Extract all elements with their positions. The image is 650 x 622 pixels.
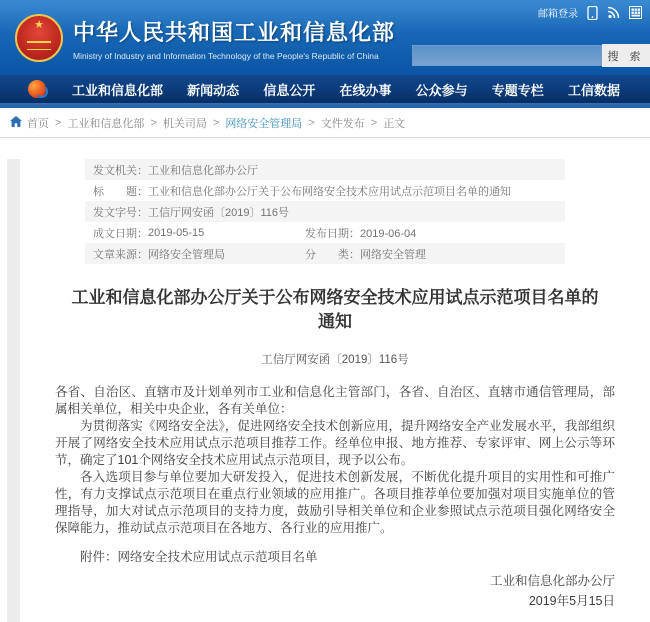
- meta-row-source-category: 文章来源： 网络安全管理局 分 类：网络安全管理: [85, 243, 565, 264]
- signature-block: [20, 571, 615, 611]
- breadcrumb: 首页 > 工业和信息化部 > 机关司局 > 网络安全管理局 > 文件发布 > 正文: [0, 108, 650, 138]
- paragraph-recipients: 各省、自治区、直辖市及计划单列市工业和信息化主管部门，各省、自治区、直辖市通信管理局，部属相关单位，相关中央企业，各有关单位：: [55, 385, 615, 416]
- miit-gear-logo-icon: [28, 80, 46, 98]
- searchbar: [412, 44, 650, 67]
- nav-item-info-disclosure[interactable]: 信息公开: [263, 82, 316, 98]
- breadcrumb-home[interactable]: 首页: [27, 117, 49, 130]
- site-banner: [0, 0, 650, 75]
- paragraph-background: 为贯彻落实《网络安全法》，促进网络安全技术创新应用，提升网络安全产业发展水平，我部组织开展了网络安全技术应用试点示范项目推荐工作。经单位申报、地方推荐、专家评审、网上公示等环节，确定了101个网络安全技术应用试点示范项目，现予以公布。: [55, 419, 615, 467]
- nav-item-miit[interactable]: 工业和信息化部: [72, 82, 164, 98]
- nav-item-special-columns[interactable]: 专题专栏: [491, 82, 544, 98]
- site-title: 中华人民共和国工业和信息化部: [73, 19, 396, 45]
- site-subtitle: Ministry of Industry and Information Technology of the People's Republic of China: [73, 50, 379, 61]
- rss-icon[interactable]: [607, 6, 620, 19]
- nav-item-miit-data[interactable]: 工信数据: [567, 82, 620, 98]
- document-meta-table: [85, 159, 565, 264]
- meta-row-title: 标 题： 工业和信息化部办公厅关于公布网络安全技术应用试点示范项目名单的通知: [93, 185, 511, 198]
- main-area: [0, 159, 650, 622]
- signature-org: 工业和信息化部办公厅: [489, 574, 615, 588]
- breadcrumb-miit[interactable]: 工业和信息化部: [67, 117, 145, 130]
- search-button[interactable]: 搜 索: [602, 44, 650, 67]
- article-title: 工业和信息化部办公厅关于公布网络安全技术应用试点示范项目名单的通知: [71, 288, 599, 331]
- national-emblem-logo: ★: [15, 14, 63, 62]
- meta-row-doc-number: 发文字号： 工信厅网安函〔2019〕116号: [85, 201, 565, 222]
- attachment-line: 附件：网络安全技术应用试点示范项目名单: [80, 550, 318, 564]
- breadcrumb-cybersecurity-bureau[interactable]: 网络安全管理局: [225, 117, 303, 130]
- nav-item-online-service[interactable]: 在线办事: [339, 82, 392, 98]
- main-nav: [0, 75, 650, 103]
- left-gray-strip: [7, 159, 20, 622]
- breadcrumb-current-article: 正文: [383, 117, 406, 130]
- mail-login-link[interactable]: 邮箱登录: [538, 9, 578, 20]
- breadcrumb-bureaus[interactable]: 机关司局: [162, 117, 207, 130]
- nav-item-news[interactable]: 新闻动态: [187, 82, 240, 98]
- search-input[interactable]: [412, 45, 602, 66]
- article-body: [55, 384, 615, 537]
- grid-icon[interactable]: [629, 6, 642, 19]
- signature-date: 2019年5月15日: [528, 594, 615, 608]
- topbar: [538, 5, 642, 20]
- meta-row-dates: 成文日期： 2019-05-15 发布日期：2019-06-04: [93, 226, 417, 240]
- meta-row-issuing-org: 发文机关： 工业和信息化部办公厅: [85, 159, 565, 180]
- article-doc-number: 工信厅网安函〔2019〕116号: [261, 354, 409, 366]
- brand: [15, 14, 395, 62]
- paragraph-requirements: 各入选项目参与单位要加大研发投入，促进技术创新发展，不断优化提升项目的实用性和可推广性，有力支撑试点示范项目在重点行业领域的应用推广。各项目推荐单位要加强对项目实施单位的管理指导，加大对试点示范项目的支持力度，鼓励引导相关单位和企业参照试点示范项目强化网络安全保障能力，推动试点示范项目在各地方、各行业的应用推广。: [55, 470, 615, 535]
- article-content: [20, 159, 650, 611]
- home-icon[interactable]: [10, 116, 27, 130]
- nav-item-public-participation[interactable]: 公众参与: [415, 82, 468, 98]
- breadcrumb-document-release[interactable]: 文件发布: [320, 117, 365, 130]
- mobile-icon[interactable]: [587, 6, 598, 20]
